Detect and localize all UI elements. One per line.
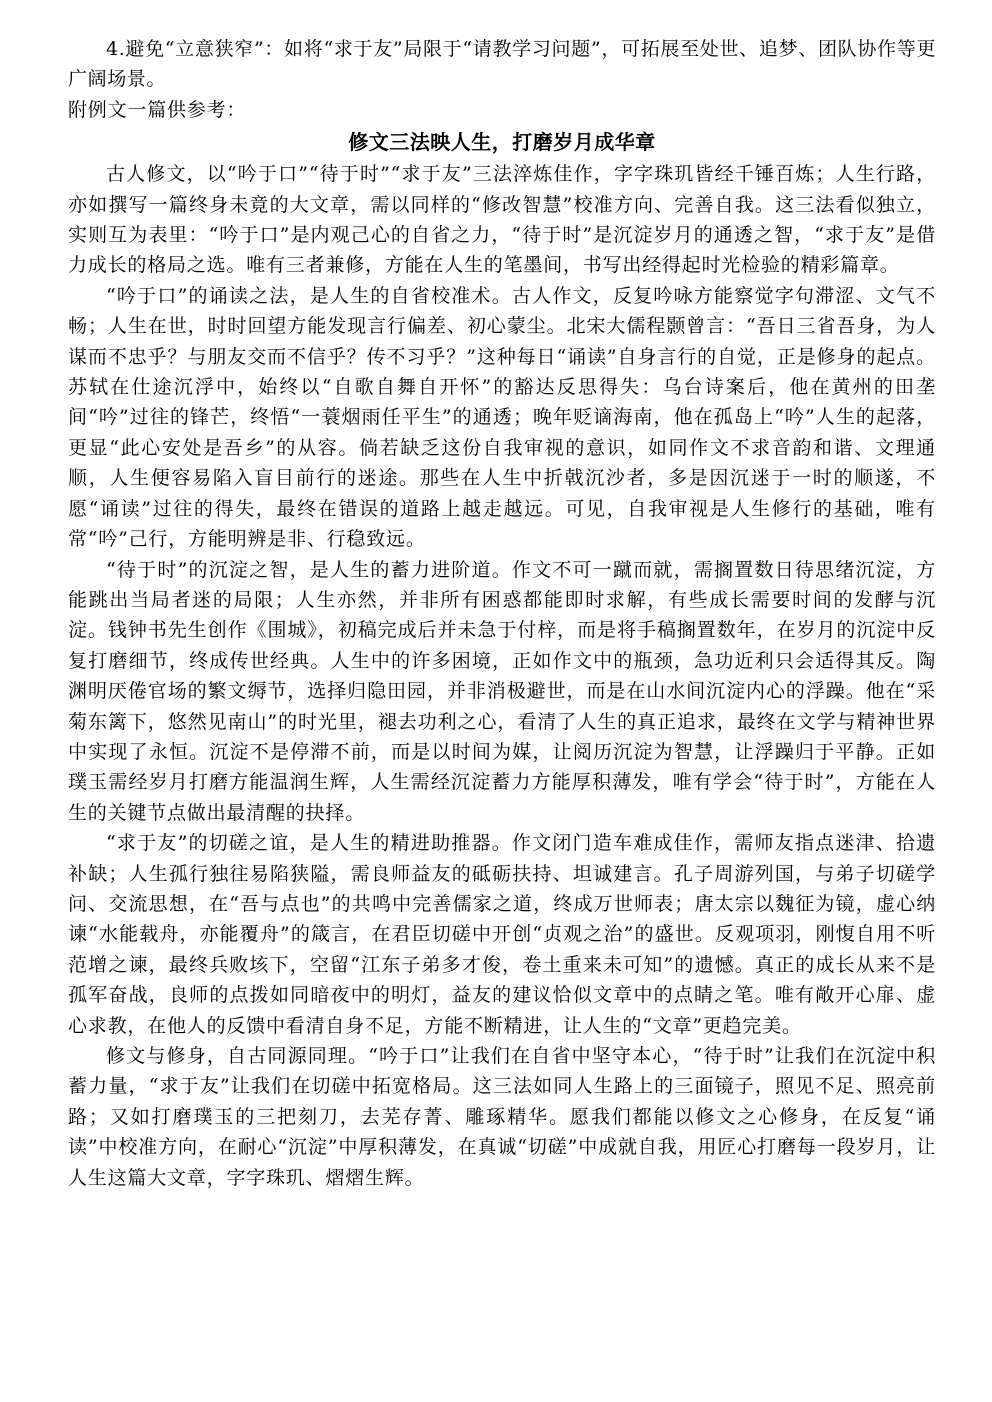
writing-tip-4: 4.避免“立意狭窄”：如将“求于友”局限于“请教学习问题”，可拓展至处世、追梦、团队协作等更广阔场景。 — [68, 38, 936, 91]
essay-paragraph-intro: 古人修文，以“吟于口”“待于时”“求于友”三法淬炼佳作，字字珠玑皆经千锤百炼；人生行路，亦如撰写一篇终身未竟的大文章，需以同样的“修改智慧”校准方向、完善自我。这三法看似独立，实则互为表里：“吟于口”是内观己心的自省之力，“待于时”是沉淀岁月的通透之智，“求于友”是借力成长的格局之选。唯有三者兼修，方能在人生的笔墨间，书写出经得起时光检验的精彩篇章。 — [68, 163, 936, 277]
document-page — [68, 34, 936, 1193]
essay-paragraph-friends: “求于友”的切磋之谊，是人生的精进助推器。作文闭门造车难成佳作，需师友指点迷津、拾遗补缺；人生孤行独往易陷狭隘，需良师益友的砥砺扶持、坦诚建言。孔子周游列国，与弟子切磋学问、交流思想，在“吾与点也”的共鸣中完善儒家之道，终成万世师表；唐太宗以魏征为镜，虚心纳谏“水能载舟，亦能覆舟”的箴言，在君臣切磋中开创“贞观之治”的盛世。反观项羽，刚愎自用不听范增之谏，最终兵败垓下，空留“江东子弟多才俊，卷土重来未可知”的遗憾。真正的成长从来不是孤军奋战，良师的点拨如同暗夜中的明灯，益友的建议恰似文章中的点睛之笔。唯有敞开心扉、虚心求教，在他人的反馈中看清自身不足，方能不断精进，让人生的“文章”更趋完美。 — [68, 832, 936, 1037]
essay-paragraph-conclusion: 修文与修身，自古同源同理。“吟于口”让我们在自省中坚守本心，“待于时”让我们在沉淀中积蓄力量，“求于友”让我们在切磋中拓宽格局。这三法如同人生路上的三面镜子，照见不足、照亮前路；又如打磨璞玉的三把刻刀，去芜存菁、雕琢精华。愿我们都能以修文之心修身，在反复“诵读”中校准方向，在耐心“沉淀”中厚积薄发，在真诚“切磋”中成就自我，用匠心打磨每一段岁月，让人生这篇大文章，字字珠玑、熠熠生辉。 — [68, 1045, 936, 1189]
reference-essay-note: 附例文一篇供参考： — [68, 98, 247, 121]
essay-title: 修文三法映人生，打磨岁月成华章 — [348, 130, 656, 155]
essay-paragraph-recite: “吟于口”的诵读之法，是人生的自省校准术。古人作文，反复吟咏方能察觉字句滞涩、文气不畅；人生在世，时时回望方能发现言行偏差、初心蒙尘。北宋大儒程颢曾言：“吾日三省吾身，为人谋而不忠乎？与朋友交而不信乎？传不习乎？”这种每日“诵读”自身言行的自觉，正是修身的起点。苏轼在仕途沉浮中，始终以“自歌自舞自开怀”的豁达反思得失：乌台诗案后，他在黄州的田垄间“吟”过往的锋芒，终悟“一蓑烟雨任平生”的通透；晚年贬谪海南，他在孤岛上“吟”人生的起落，更显“此心安处是吾乡”的从容。倘若缺乏这份自我审视的意识，如同作文不求音韵和谐、文理通顺，人生便容易陷入盲目前行的迷途。那些在人生中折戟沉沙者，多是因沉迷于一时的顺遂，不愿“诵读”过往的得失，最终在错误的道路上越走越远。可见，自我审视是人生修行的基础，唯有常“吟”己行，方能明辨是非、行稳致远。 — [68, 284, 936, 551]
essay-paragraph-wait: “待于时”的沉淀之智，是人生的蓄力进阶道。作文不可一蹴而就，需搁置数日待思绪沉淀，方能跳出当局者迷的局限；人生亦然，并非所有困惑都能即时求解，有些成长需要时间的发酵与沉淀。钱钟书先生创作《围城》，初稿完成后并未急于付梓，而是将手稿搁置数年，在岁月的沉淀中反复打磨细节，终成传世经典。人生中的许多困境，正如作文中的瓶颈，急功近利只会适得其反。陶渊明厌倦官场的繁文缛节，选择归隐田园，并非消极避世，而是在山水间沉淀内心的浮躁。他在“采菊东篱下，悠然见南山”的时光里，褪去功利之心，看清了人生的真正追求，最终在文学与精神世界中实现了永恒。沉淀不是停滞不前，而是以时间为媒，让阅历沉淀为智慧，让浮躁归于平静。正如璞玉需经岁月打磨方能温润生辉，人生需经沉淀蓄力方能厚积薄发，唯有学会“待于时”，方能在人生的关键节点做出最清醒的抉择。 — [68, 558, 936, 824]
